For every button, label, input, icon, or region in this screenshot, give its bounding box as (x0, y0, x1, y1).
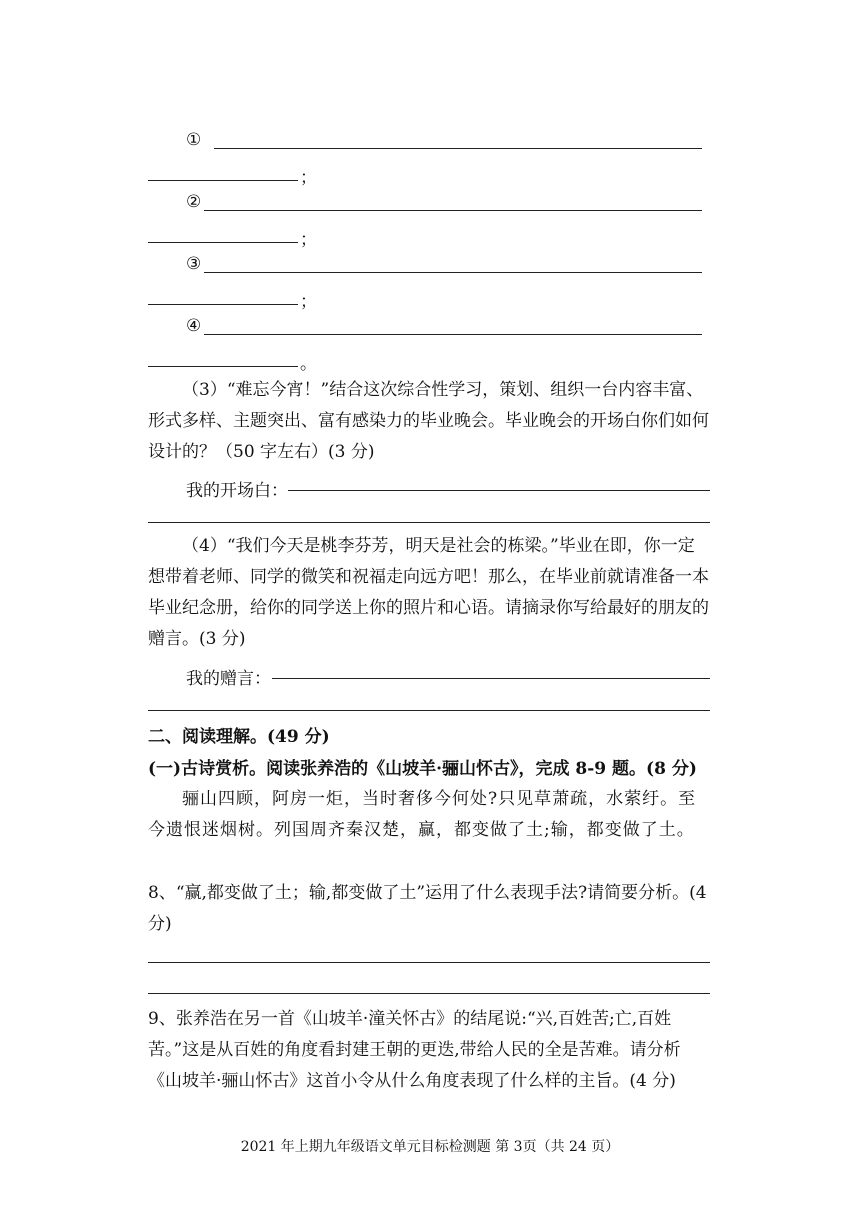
answer-line[interactable] (204, 210, 702, 211)
blank-marker-2: ② (186, 192, 202, 212)
poem-sub-heading: (一)古诗赏析。阅读张养浩的《山坡羊·骊山怀古》，完成 8-9 题。(8 分) (148, 759, 697, 779)
blank-end-4: 。 (300, 354, 317, 374)
section-heading: 二、阅读理解。(49 分) (148, 727, 330, 747)
question-8-text: 8、“赢,都变做了土；输,都变做了土”运用了什么表现手法?请简要分析。(4 分) (148, 883, 707, 934)
farewell-message-label: 我的赠言： (186, 669, 271, 689)
answer-line[interactable] (288, 490, 710, 491)
blank-end-2: ； (300, 230, 317, 250)
question-4-text: （4）“我们今天是桃李芬芳，明天是社会的栋梁。”毕业在即，你一定想带着老师、同学的微笑和祝福走向远方吧！那么，在毕业前就请准备一本毕业纪念册，给你的同学送上你的照片和心语。请摘录你写给最好的朋友的赠言。(3 分) (148, 536, 709, 649)
answer-line[interactable] (148, 180, 298, 181)
blank-end-3: ； (300, 292, 317, 312)
blank-marker-1: ① (186, 130, 202, 150)
question-3-text: （3）“难忘今宵！”结合这次综合性学习，策划、组织一台内容丰富、形式多样、主题突出、富有感染力的毕业晚会。毕业晚会的开场白你们如何设计的？（50 字左右）(3 分) (148, 380, 709, 462)
poem-text: 骊山四顾，阿房一炬，当时奢侈今何处?只见草萧疏，水萦纡。至今遗恨迷烟树。列国周齐秦汉楚，赢，都变做了土;输，都变做了土。 (148, 789, 697, 840)
page-footer: 2021 年上期九年级语文单元目标检测题 第 3页（共 24 页） (240, 1139, 620, 1155)
answer-line[interactable] (148, 710, 710, 711)
answer-line[interactable] (148, 242, 298, 243)
answer-line[interactable] (204, 272, 702, 273)
question-9-text: 9、张养浩在另一首《山坡羊·潼关怀古》的结尾说:“兴,百姓苦;亡,百姓苦。”这是从百姓的角度看封建王朝的更迭,带给人民的全是苦难。请分析《山坡羊·骊山怀古》这首小令从什么角度表现了什么样的主旨。(4 分) (148, 1009, 681, 1091)
answer-line[interactable] (148, 993, 710, 994)
blank-marker-4: ④ (186, 316, 202, 336)
answer-line[interactable] (148, 366, 298, 367)
answer-line[interactable] (204, 334, 702, 335)
answer-line[interactable] (214, 148, 702, 149)
answer-line[interactable] (148, 304, 298, 305)
answer-line[interactable] (148, 962, 710, 963)
answer-line[interactable] (272, 678, 710, 679)
opening-remarks-label: 我的开场白： (186, 481, 288, 501)
answer-line[interactable] (148, 522, 710, 523)
blank-end-1: ； (300, 168, 317, 188)
blank-marker-3: ③ (186, 254, 202, 274)
